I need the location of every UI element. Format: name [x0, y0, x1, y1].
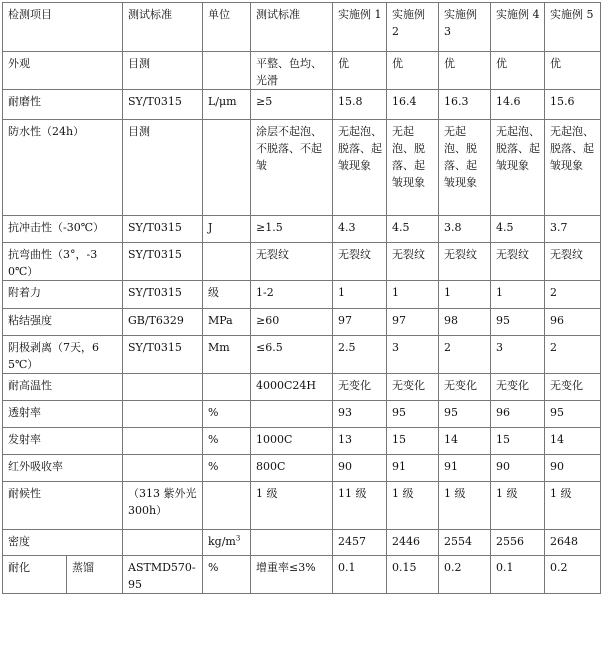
item-cell: 耐化 [3, 556, 67, 594]
standard-cell [123, 530, 203, 556]
standard-cell [123, 401, 203, 428]
table-row [3, 530, 601, 556]
spec-cell: 1-2 [251, 281, 333, 309]
value-cell: 无变化 [333, 374, 387, 401]
spec-cell: 涂层不起泡、不脱落、不起皱 [251, 120, 333, 216]
unit-cell [203, 281, 251, 309]
item-cell: 抗弯曲性（3°，-30℃） [3, 243, 123, 281]
value-cell: 90 [333, 455, 387, 482]
value-cell: 2457 [333, 530, 387, 556]
value-cell: 90 [545, 455, 601, 482]
value-cell: 95 [491, 309, 545, 336]
value-cell: 2554 [439, 530, 491, 556]
value-cell: 无起泡、脱落、起皱现象 [333, 120, 387, 216]
value-cell: 无起泡、脱落、起皱现象 [491, 120, 545, 216]
spec-cell: 平整、色均、光滑 [251, 52, 333, 90]
spec-cell: ≥5 [251, 90, 333, 120]
value-cell: 97 [387, 309, 439, 336]
value-cell: 14 [439, 428, 491, 455]
unit-cell [203, 401, 251, 428]
value-cell: 无起泡、脱落、起皱现象 [439, 120, 491, 216]
unit-cell [203, 374, 251, 401]
value-cell: 91 [387, 455, 439, 482]
unit-text: L/μm [208, 95, 237, 108]
value-cell: 优 [387, 52, 439, 90]
value-cell: 1 [439, 281, 491, 309]
value-cell: 2648 [545, 530, 601, 556]
item-cell: 粘结强度 [3, 309, 123, 336]
value-cell: 2 [545, 281, 601, 309]
standard-cell: ASTMD570-95 [123, 556, 203, 594]
spec-cell: 1000C [251, 428, 333, 455]
unit-text: Mm [208, 341, 230, 354]
standard-cell: SY/T0315 [123, 281, 203, 309]
value-cell: 90 [491, 455, 545, 482]
value-cell: 16.3 [439, 90, 491, 120]
item-cell: 耐候性 [3, 482, 123, 530]
item-cell: 发射率 [3, 428, 123, 455]
value-cell: 11 级 [333, 482, 387, 530]
value-cell: 4.3 [333, 216, 387, 243]
header-example-5: 实施例 5 [545, 3, 601, 52]
unit-cell: % [203, 556, 251, 594]
header-example-1: 实施例 1 [333, 3, 387, 52]
table-row [3, 401, 601, 428]
value-cell: 优 [545, 52, 601, 90]
value-cell: 15.6 [545, 90, 601, 120]
item-cell: 耐磨性 [3, 90, 123, 120]
standard-cell: 目测 [123, 120, 203, 216]
spec-cell: ≥60 [251, 309, 333, 336]
value-cell: 3 [491, 336, 545, 374]
value-cell: 2446 [387, 530, 439, 556]
unit-text: 级 [208, 286, 219, 299]
unit-cell [203, 482, 251, 530]
header-standard: 测试标准 [123, 3, 203, 52]
header-example-2: 实施例 2 [387, 3, 439, 52]
value-cell: 1 级 [491, 482, 545, 530]
standard-cell: SY/T0315 [123, 90, 203, 120]
value-cell: 2 [545, 336, 601, 374]
value-cell: 91 [439, 455, 491, 482]
value-cell: 95 [545, 401, 601, 428]
value-cell: 1 [333, 281, 387, 309]
value-cell: 97 [333, 309, 387, 336]
value-cell: 1 级 [439, 482, 491, 530]
item-cell: 抗冲击性（-30℃） [3, 216, 123, 243]
value-cell: 1 级 [545, 482, 601, 530]
unit-text: J [208, 221, 213, 234]
value-cell: 无变化 [439, 374, 491, 401]
value-cell: 14 [545, 428, 601, 455]
value-cell: 96 [491, 401, 545, 428]
unit-cell [203, 309, 251, 336]
table-row [3, 455, 601, 482]
value-cell: 优 [333, 52, 387, 90]
standard-cell [123, 428, 203, 455]
spec-cell: 1 级 [251, 482, 333, 530]
value-cell: 2556 [491, 530, 545, 556]
results-table [2, 2, 601, 594]
value-cell: 95 [439, 401, 491, 428]
value-cell: 无裂纹 [545, 243, 601, 281]
value-cell: 0.2 [545, 556, 601, 594]
table-row [3, 336, 601, 374]
unit-text: % [208, 433, 219, 446]
value-cell: 95 [387, 401, 439, 428]
value-cell: 2 [439, 336, 491, 374]
value-cell: 无起泡、脱落、起皱现象 [545, 120, 601, 216]
value-cell: 4.5 [387, 216, 439, 243]
unit-cell [203, 90, 251, 120]
value-cell: 15 [491, 428, 545, 455]
value-cell: 无裂纹 [387, 243, 439, 281]
standard-cell: GB/T6329 [123, 309, 203, 336]
table-row [3, 243, 601, 281]
table-row [3, 216, 601, 243]
unit-cell [203, 243, 251, 281]
table-row [3, 556, 601, 594]
table-row [3, 52, 601, 90]
item-cell: 密度 [3, 530, 123, 556]
unit-text: % [208, 406, 219, 419]
spec-cell: ≤6.5 [251, 336, 333, 374]
header-unit: 单位 [203, 3, 251, 52]
value-cell: 98 [439, 309, 491, 336]
standard-cell [123, 455, 203, 482]
spec-cell: 800C [251, 455, 333, 482]
spec-cell [251, 401, 333, 428]
value-cell: 93 [333, 401, 387, 428]
item-cell: 耐高温性 [3, 374, 123, 401]
value-cell: 0.2 [439, 556, 491, 594]
item-cell: 外观 [3, 52, 123, 90]
unit-cell [203, 52, 251, 90]
value-cell: 无变化 [545, 374, 601, 401]
standard-cell: 目测 [123, 52, 203, 90]
value-cell: 13 [333, 428, 387, 455]
header-item: 检测项目 [3, 3, 123, 52]
value-cell: 3.8 [439, 216, 491, 243]
value-cell: 无变化 [387, 374, 439, 401]
value-cell: 4.5 [491, 216, 545, 243]
header-example-3: 实施例 3 [439, 3, 491, 52]
spec-cell: 无裂纹 [251, 243, 333, 281]
header-spec: 测试标准 [251, 3, 333, 52]
unit-cell [203, 120, 251, 216]
value-cell: 无裂纹 [439, 243, 491, 281]
standard-cell: SY/T0315 [123, 216, 203, 243]
table-row [3, 374, 601, 401]
value-cell: 15 [387, 428, 439, 455]
item-cell: 红外吸收率 [3, 455, 123, 482]
table-row [3, 120, 601, 216]
value-cell: 3 [387, 336, 439, 374]
value-cell: 无裂纹 [491, 243, 545, 281]
value-cell: 14.6 [491, 90, 545, 120]
item-cell: 附着力 [3, 281, 123, 309]
header-example-4: 实施例 4 [491, 3, 545, 52]
unit-cell [203, 216, 251, 243]
value-cell: 0.1 [491, 556, 545, 594]
unit-text: kg/m [208, 535, 236, 548]
table-row [3, 428, 601, 455]
unit-text: MPa [208, 314, 233, 327]
value-cell: 优 [439, 52, 491, 90]
table-row [3, 281, 601, 309]
unit-cell [203, 428, 251, 455]
value-cell: 0.15 [387, 556, 439, 594]
standard-cell: （313 紫外光 300h） [123, 482, 203, 530]
item-cell: 阴极剥离（7天，65℃） [3, 336, 123, 374]
value-cell: 无裂纹 [333, 243, 387, 281]
value-cell: 无变化 [491, 374, 545, 401]
value-cell: 1 [387, 281, 439, 309]
spec-cell: 4000C24H [251, 374, 333, 401]
sub-item-cell: 蒸馏 [67, 556, 123, 594]
value-cell: 1 [491, 281, 545, 309]
unit-superscript: 3 [235, 534, 241, 543]
spec-cell [251, 530, 333, 556]
value-cell: 15.8 [333, 90, 387, 120]
value-cell: 16.4 [387, 90, 439, 120]
value-cell: 0.1 [333, 556, 387, 594]
value-cell: 1 级 [387, 482, 439, 530]
value-cell: 无起泡、脱落、起皱现象 [387, 120, 439, 216]
unit-cell [203, 455, 251, 482]
value-cell: 2.5 [333, 336, 387, 374]
item-cell: 透射率 [3, 401, 123, 428]
table-row [3, 482, 601, 530]
item-cell: 防水性（24h） [3, 120, 123, 216]
value-cell: 3.7 [545, 216, 601, 243]
standard-cell: SY/T0315 [123, 243, 203, 281]
standard-cell [123, 374, 203, 401]
table-row [3, 90, 601, 120]
value-cell: 96 [545, 309, 601, 336]
table-row [3, 309, 601, 336]
unit-text: % [208, 460, 219, 473]
spec-cell: 增重率≤3% [251, 556, 333, 594]
unit-cell [203, 530, 251, 556]
value-cell: 优 [491, 52, 545, 90]
standard-cell: SY/T0315 [123, 336, 203, 374]
spec-cell: ≥1.5 [251, 216, 333, 243]
unit-cell [203, 336, 251, 374]
header-row [3, 3, 601, 52]
